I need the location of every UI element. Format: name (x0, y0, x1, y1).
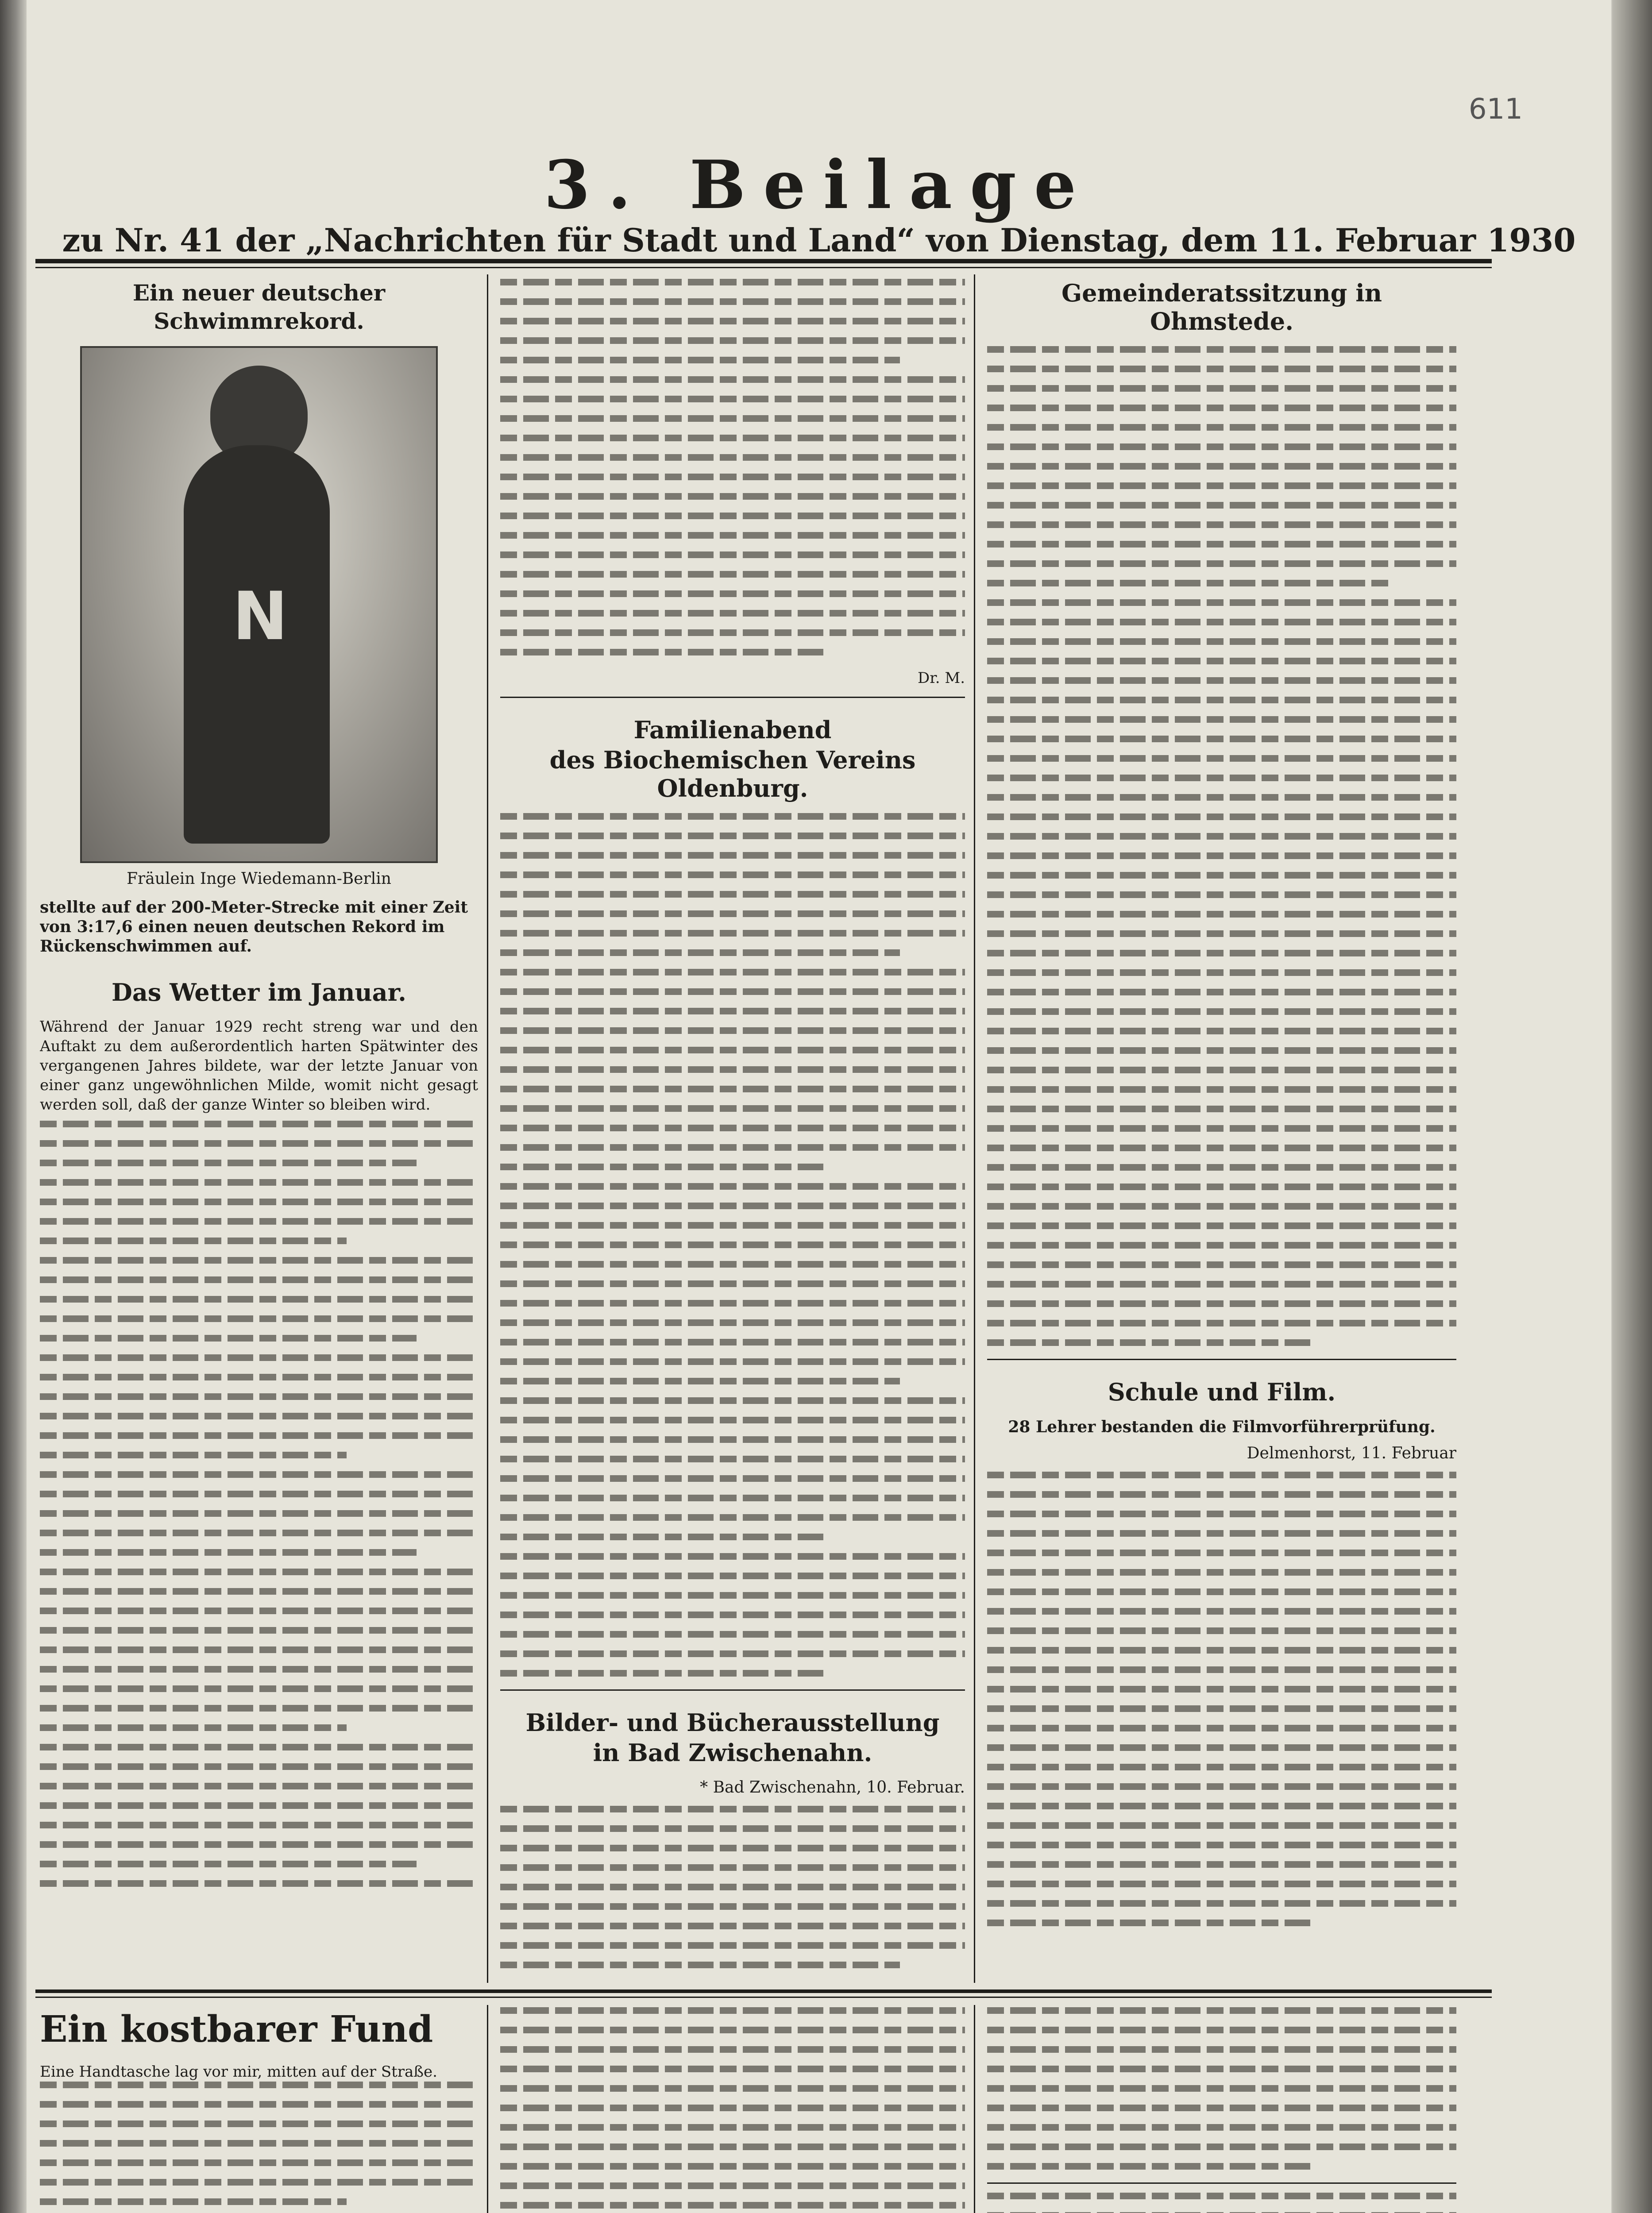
page-number: 611 (1468, 93, 1523, 126)
school-film-subhead: 28 Lehrer bestanden die Filmvorführerprüfung. (1008, 1418, 1436, 1436)
bottom-column-1 (40, 2007, 478, 2213)
photo-caption-text: stellte auf der 200-Meter-Strecke mit einer Zeit von 3:17,6 einen neuen deutschen Rekord im Rückenschwimmen auf. (40, 898, 468, 956)
headline-weather-january: Das Wetter im Januar. (112, 978, 406, 1006)
headline-exhibition: Bilder- und Bücherausstellung (525, 1708, 940, 1737)
column-2 (500, 279, 965, 1978)
newspaper-page (27, 0, 1611, 2213)
column-divider-2 (974, 274, 975, 1983)
scan-left-edge (0, 0, 27, 2213)
column-2-rule-2 (500, 1689, 965, 1691)
coupon-rule (987, 2182, 1456, 2184)
coupon-text (987, 2193, 1456, 2213)
weather-article-signature: Dr. M. (917, 669, 965, 687)
scan-right-edge (1612, 0, 1652, 2213)
photo-swimsuit-letter: N (232, 578, 288, 655)
headline-family-evening-line2: des Biochemischen Vereins Oldenburg. (549, 746, 916, 802)
bottom-divider-2 (974, 2005, 975, 2213)
weather-article-text (40, 1121, 478, 1887)
weather-article-continued (500, 279, 965, 655)
headline-school-film: Schule und Film. (1108, 1378, 1336, 1406)
headline-precious-find: Ein kostbarer Fund (40, 2008, 433, 2051)
column-2-rule-1 (500, 697, 965, 698)
council-meeting-text (987, 346, 1456, 1346)
photo-caption-name: Fräulein Inge Wiedemann-Berlin (127, 870, 391, 888)
headline-swim-record: Ein neuer deutscher Schwimmrekord. (132, 280, 386, 334)
bottom-column-2 (500, 2007, 965, 2213)
column-1 (40, 279, 478, 1978)
bottom-column-3 (987, 2007, 1456, 2213)
headline-family-evening: Familienabend (633, 716, 832, 744)
bottom-band-rule-thick (35, 1989, 1492, 1993)
masthead-subtitle: zu Nr. 41 der „Nachrichten für Stadt und Land“ von Dienstag, dem 11. Februar 1930 (62, 221, 1576, 259)
exhibition-dateline: * Bad Zwischenahn, 10. Februar. (700, 1778, 965, 1797)
column-divider-1 (487, 274, 488, 1983)
precious-find-text-end (987, 2007, 1456, 2170)
column-3-rule-1 (987, 1359, 1456, 1360)
masthead-rule-thick (35, 259, 1492, 263)
precious-find-opening: Eine Handtasche lag vor mir, mitten auf der Straße. (40, 2063, 437, 2081)
headline-council-meeting: Gemeinderatssitzung in Ohmstede. (1061, 279, 1382, 335)
headline-exhibition-line2: in Bad Zwischenahn. (593, 1739, 872, 1767)
family-evening-text (500, 813, 965, 1540)
bottom-divider-1 (487, 2005, 488, 2213)
exhibition-text (500, 1806, 965, 1978)
precious-find-text (40, 2082, 478, 2205)
precious-find-text-continued (500, 2007, 965, 2213)
weather-article-opening: Während der Januar 1929 recht streng war und den Auftakt zu dem außerordentlich harten Spätwinter des vergangenen Jahres bildete, war der letzte Januar von einer ganz ungewöhnlichen Milde, womit nicht gesagt werden soll, daß der ganze Winter so bleiben wird. (40, 1018, 478, 1114)
column-3 (987, 279, 1456, 1978)
bottom-band-rule-thin (35, 1997, 1492, 1998)
masthead-rule-thin (35, 267, 1492, 268)
family-evening-text-2 (500, 1553, 965, 1677)
school-film-text (987, 1472, 1456, 1926)
school-film-dateline: Delmenhorst, 11. Februar (1247, 1444, 1456, 1462)
masthead-title: 3. Beilage (544, 146, 1094, 224)
swimmer-photo (80, 346, 438, 863)
